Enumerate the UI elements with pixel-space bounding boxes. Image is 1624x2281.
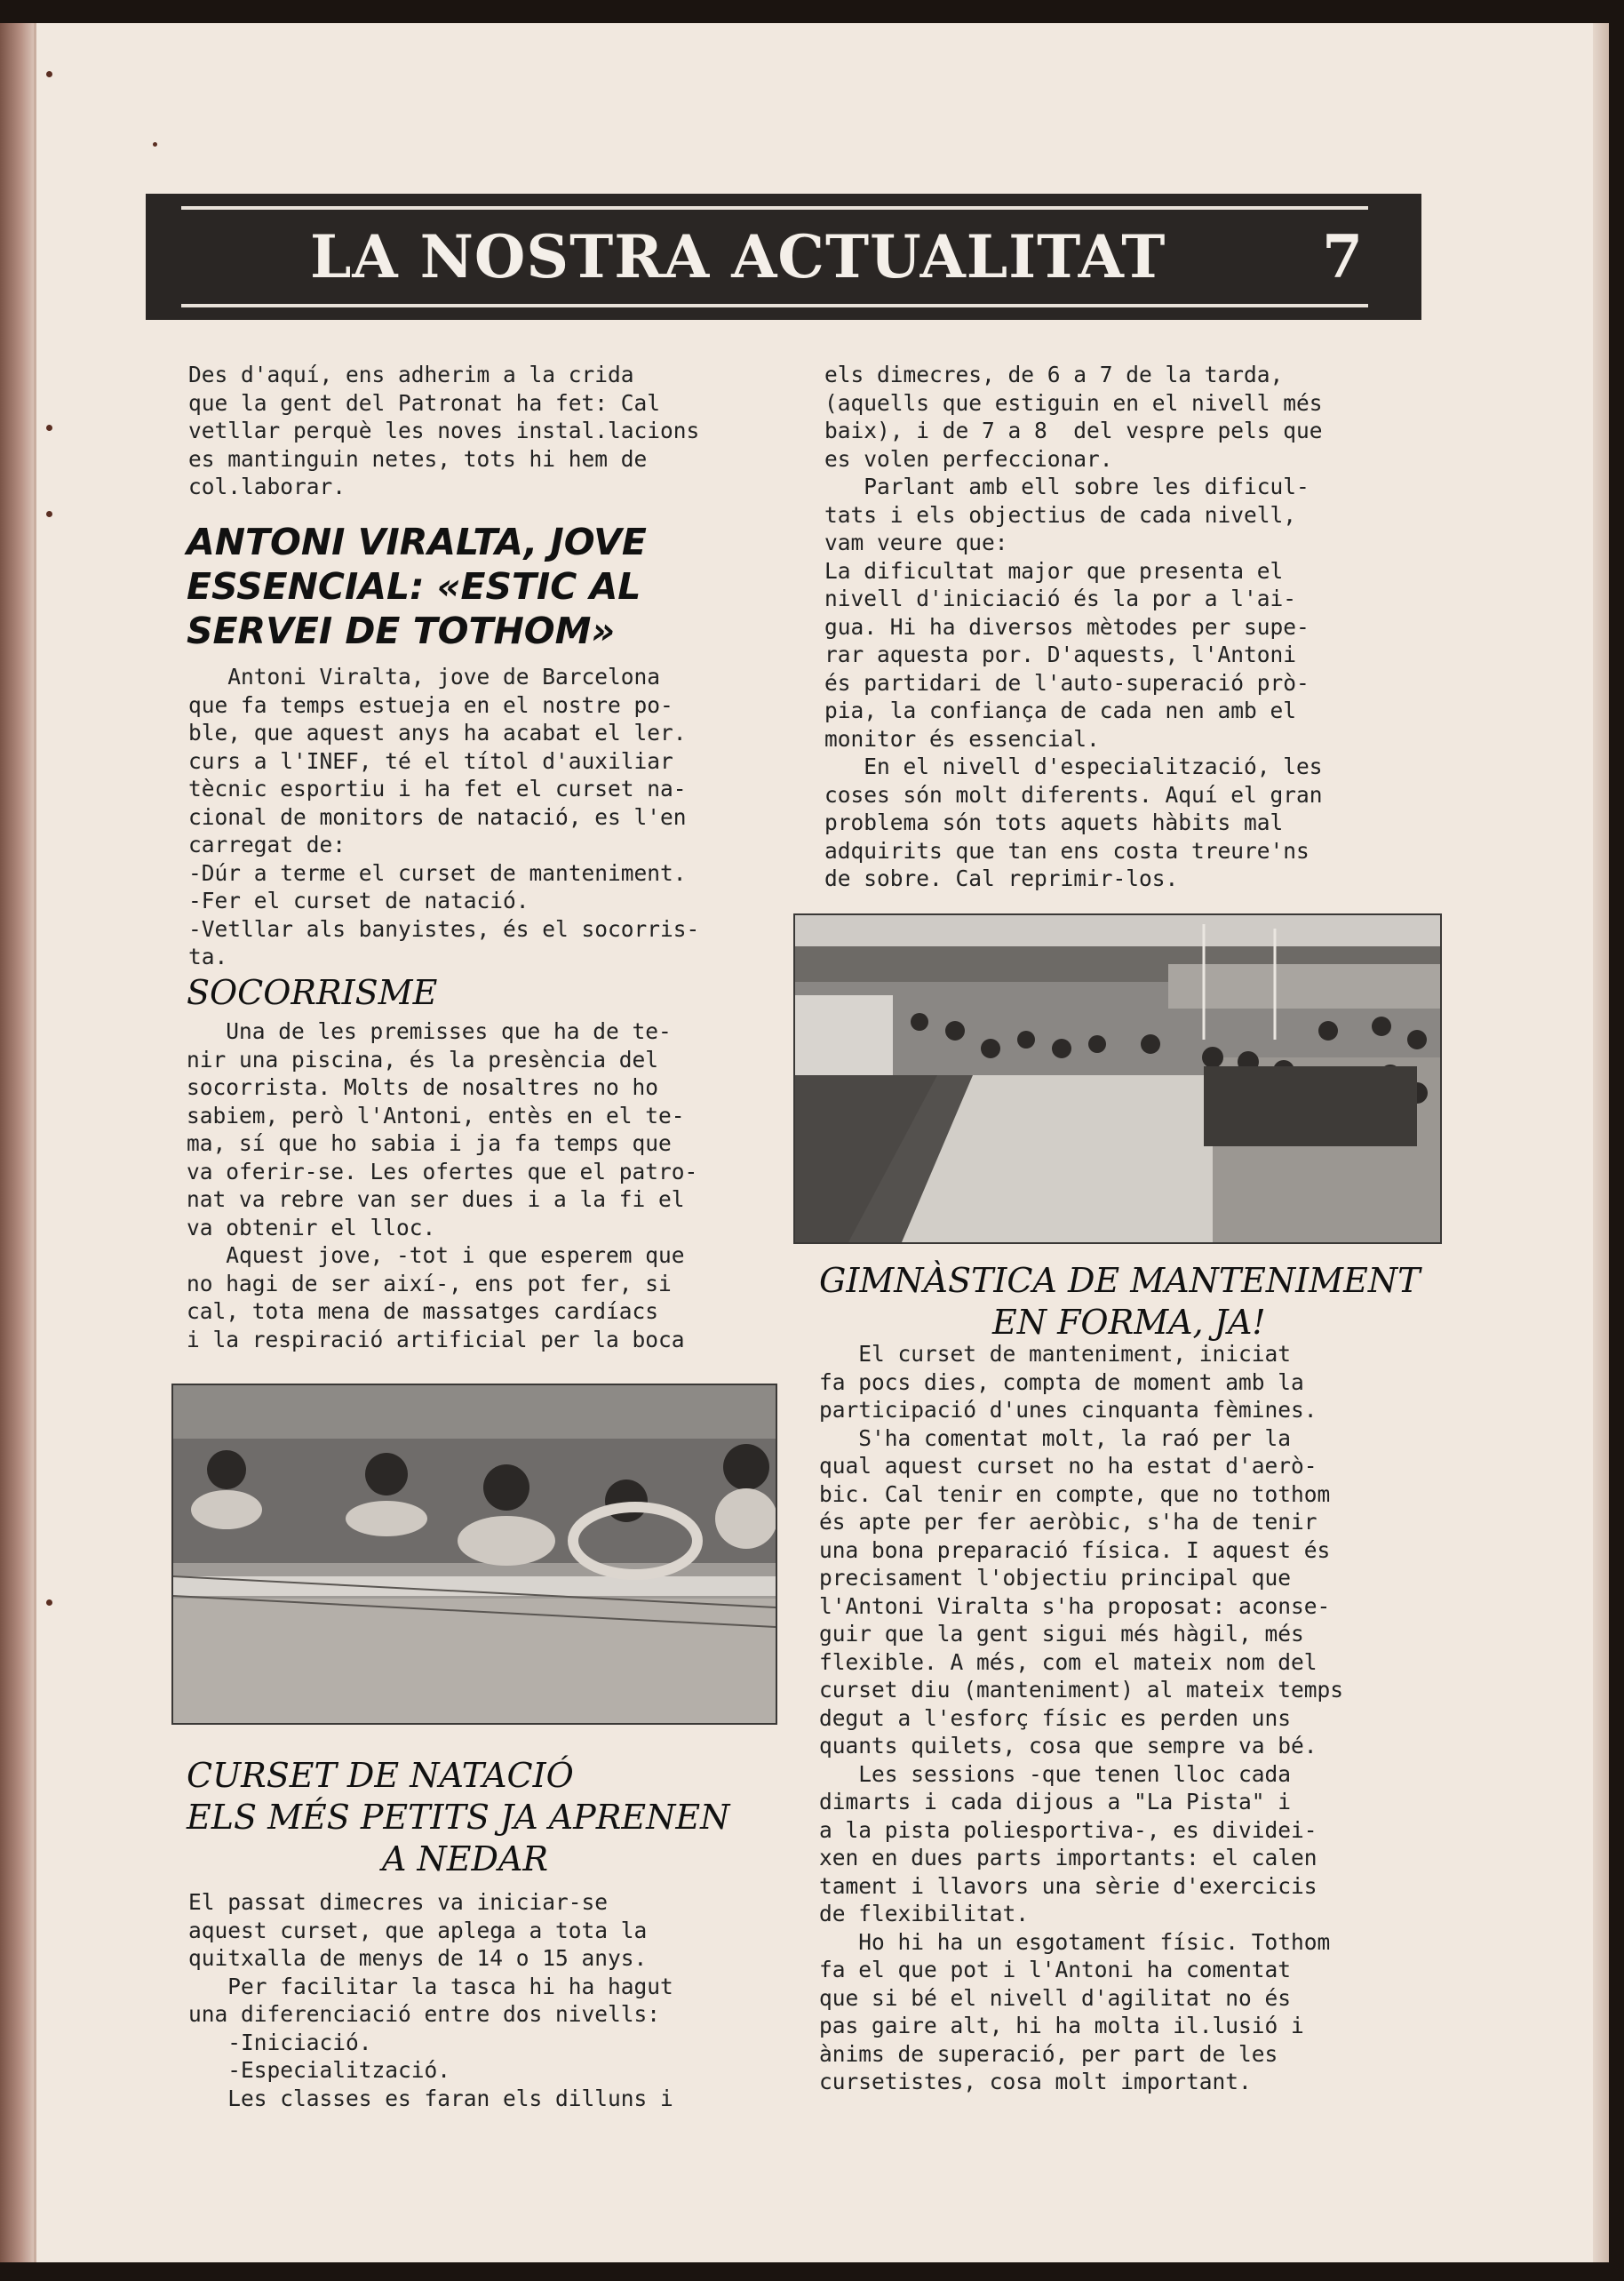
book-spine — [0, 23, 34, 2262]
binding-mark — [46, 71, 52, 77]
section-header-banner — [146, 194, 1421, 320]
margin-mark — [153, 142, 157, 147]
viralta-heading-line-1: ANTONI VIRALTA, JOVE — [187, 521, 647, 563]
page-edge — [1593, 23, 1609, 2262]
natacio-heading-line-3: A NEDAR — [382, 1839, 549, 1878]
children-pool-illustration — [173, 1385, 776, 1723]
gimnastica-heading-line-1: GIMNÀSTICA DE MANTENIMENT — [819, 1261, 1421, 1300]
socorrisme-heading: SOCORRISME — [187, 973, 438, 1012]
intro-paragraph: Des d'aquí, ens adherim a la crida que la gent del Patronat ha fet: Cal vetllar perquè les noves instal.lacions es mantinguin netes, tots hi hem de col.laborar. — [188, 362, 700, 499]
natacio-article — [188, 1888, 775, 2112]
natacio-body: El passat dimecres va iniciar-se aquest curset, que aplega a tota la quitxalla de menys de 14 o 15 anys. Per facilitar la tasca hi ha hagut una diferenciació entre dos nivells: -Iniciació. -Especialització. Les classes es faran els dilluns i — [188, 1889, 673, 2111]
natacio-heading-line-1: CURSET DE NATACIÓ — [187, 1756, 574, 1795]
gimnastica-article — [819, 1340, 1423, 2096]
natacio-heading — [187, 1755, 773, 1880]
gimnastica-body: El curset de manteniment, iniciat fa pocs dies, compta de moment amb la participació d'unes cinquanta fèmines. S'ha comentat molt, la raó per la qual aquest curset no ha estat d'aerò- bic. Cal tenir en compte, que no tothom és apte per fer aeròbic, s'ha de tenir una bona preparació física. I aquest és precisament l'objectiu principal que l'Antoni Viralta s'ha proposat: aconse- guir que la gent sigui més hàgil, més flexible. A més, com el mateix nom del curset diu (manteniment) al mateix temps degut a l'esforç físic es perden uns quants quilets, cosa que sempre va bé. Les sessions -que tenen lloc cada dimarts i cada dijous a "La Pista" i a la pista poliesportiva-, es dividei- xen en dues parts importants: el calen tament i llavors una sèrie d'exercicis de flexibilitat. Ho hi ha un esgotament físic. Tothom fa el que pot i l'Antoni ha comentat que si bé el nivell d'agilitat no és pas gaire alt, hi ha molta il.lusió i ànims de superació, per part de les cursetistes, cosa molt important. — [819, 1341, 1344, 2094]
gimnastica-heading — [819, 1260, 1459, 1344]
section-title: LA NOSTRA ACTUALITAT — [310, 222, 1166, 291]
viralta-heading-line-3: SERVEI DE TOTHOM» — [187, 610, 616, 652]
viralta-article — [188, 663, 757, 971]
banner-rule-top — [181, 206, 1368, 210]
binding-mark — [46, 511, 52, 517]
viralta-heading-line-2: ESSENCIAL: «ESTIC AL — [187, 565, 641, 608]
viralta-body: Antoni Viralta, jove de Barcelona que fa temps estueja en el nostre po- ble, que aquest anys ha acabat el ler. curs a l'INEF, té el títol d'auxiliar tècnic esportiu i ha fet el curset na- cional de monitors de natació, es l'en carregat de: -Dúr a terme el curset de manteniment. -Fer el curset de natació. -Vetllar als banyistes, és el socorris- ta. — [188, 664, 700, 969]
socorrisme-body: Una de les premisses que ha de te- nir una piscina, és la presència del socorrista. Molts de nosaltres no ho sabiem, però l'Antoni, entès en el te- ma, sí que ho sabia i ja fa temps que va oferir-se. Les ofertes que el patro- nat va rebre van ser dues i a la fi el va obtenir el lloc. Aquest jove, -tot i que esperem que no hagi de ser així-, ens pot fer, si cal, tota mena de massatges cardíacs i la respiració artificial per la boca — [187, 1018, 698, 1352]
socorrisme-article — [187, 972, 755, 1353]
viralta-heading — [187, 520, 755, 653]
right-column-top — [824, 361, 1411, 893]
right-column-paragraphs: els dimecres, de 6 a 7 de la tarda, (aquells que estiguin en el nivell més baix), i de 7 a 8 del vespre pels que es volen perfeccionar. Parlant amb ell sobre les dificul- tats i els objectius de cada nivell, vam veure que: La dificultat major que presenta el nivell d'iniciació és la por a l'ai- gua. Hi ha diversos mètodes per supe- rar aquesta por. D'aquests, l'Antoni és partidari de l'auto-superació prò- pia, la confiança de cada nen amb el monitor és essencial. En el nivell d'especialització, les coses són molt diferents. Aquí el gran problema són tots aquets hàbits mal adquirits que tan ens costa treure'ns de sobre. Cal reprimir-los. — [824, 362, 1323, 891]
pool-group-photo — [793, 913, 1442, 1244]
pool-group-illustration — [795, 915, 1440, 1242]
natacio-heading-line-2: ELS MÉS PETITS JA APRENEN — [187, 1798, 730, 1837]
binding-mark — [46, 425, 52, 431]
gimnastica-heading-line-2: EN FORMA, JA! — [992, 1303, 1266, 1342]
banner-rule-bottom — [181, 304, 1368, 307]
left-column — [188, 361, 748, 501]
binding-mark — [46, 1599, 52, 1606]
children-pool-photo — [171, 1384, 777, 1725]
page-number: 7 — [1322, 222, 1363, 291]
